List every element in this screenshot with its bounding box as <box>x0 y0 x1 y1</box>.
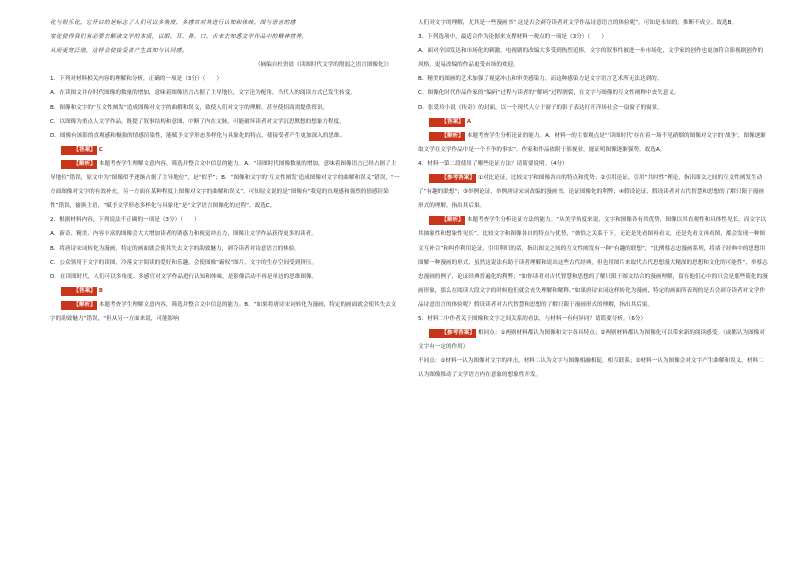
question-line: B．图像和文字的“互文性阐发”造成图像对文字的曲解和误义，致使人们对文字的理解，甚至使招商需提供资讯。 <box>50 104 329 111</box>
answer-block <box>418 326 768 354</box>
analysis-tag: 【解析】 <box>61 301 97 310</box>
question-line: B．将唐诗宋词转化为漫画，特定的画面就会使其失去文字的韵致魅力，剥夺读者对诗意语言的体验。 <box>50 245 300 252</box>
question-line: 1．下列对材料相关内容的理解和分析，正确的一项是（3分）（ ） <box>50 76 223 83</box>
analysis-text: 本题考查学生理解文意内容，筛选并整合文中信息的能力。B．“如果将唐诗宋词转化为漫画，特定的画面就会使其失去文字的韵致魅力”错误，“但从另一方面来说，可能影响 <box>50 301 397 322</box>
question-line: 不同点：①材料一认为图像对文字的冲击，材料二认为文字与图像相融相促，相互联系；②材料一认为图像会对文字产生曲解和误义，材料二认为图像推动了文学语言内在意象的想象性开发。 <box>418 358 764 379</box>
analysis-block <box>50 157 400 213</box>
question-line: A．在读图文并存时代图像的数量的增加，意味着图像语言占据了主导地位，文字沦为配角，当代人的阅读方式已发生转变。 <box>50 90 356 97</box>
question-line: C．公众领用于文字的读图，冷落文字阅读的爱好和乐趣，会使图像“霸权”图片，文字的生存空间受到挤压。 <box>50 259 318 266</box>
answer-tag: 【答案】 <box>61 146 97 155</box>
answer-block <box>418 115 768 129</box>
answer-tag: 【参考答案】 <box>429 329 476 338</box>
analysis-block <box>418 213 768 312</box>
question-line: C．图像化时代作品作家的“编码”过程与读者的“解码”过程割裂，在文字与图像的互文性阐释中丧失意义。 <box>418 90 680 97</box>
question-line: B．精美的图画的艺术加强了视觉冲击和审美感染力，而这种感染力是文字语言艺术所无法达到的。 <box>418 76 663 83</box>
question-line: A．新奇、精美、内容丰富的图像会大大增加读者的诱惑力和视觉冲击力，图像让文学作品获得更多的读者。 <box>50 231 317 238</box>
answer-tag: 【答案】 <box>61 287 97 296</box>
source-citation: （摘编自杜贵晨《读图时代文学的削弱之语言图像化》） <box>254 62 392 69</box>
analysis-text: 本题考查学生分析论证的能力。A．材料一的主要观点是“‘读图时代’存在着一场不见硝烟的图像对文字的‘战争’，图像逐渐取文学在文学作品中是一个不争的事实”。作家和作品依附于影视业，能证明图像逐渐强势。故选A。 <box>418 132 766 153</box>
left-column <box>50 16 400 326</box>
analysis-text: 本题考查学生理解文意内容，筛选并整合文中信息的能力。A．“读图时代图像数量的增加，意味着图像语言已经占据了主导地位”错误，原文中为“图像似乎逐渐占据了主导地位”，是“似乎”；B．“图像和文字的‘互文性阐发’造成图像对文字的曲解和误义”错误，“一方面图像对文字的有效补充，另一方面在某种程度上图像对文字的曲解和误义”，可知原文说的是“图像有”我觉的直观感和强烈的情感渲染性”错误，偷换主语，“赋予文学形态多样化与具象化”是“文学语言图像化的过程”，故选C。 <box>50 160 400 210</box>
analysis-text: 本题考查学生分析论证方法的能力。“从美学角度来说，文字和图像各有其优势，图像以其直观性和具体性见长，而文字以其抽象性和想象性见长”，比较文字和图像各自的特点与优势，“彼恰之关系于下，无论是先看图再看文，还是先看文再看图，都会发现一种图文互补合”和叫作利用论证，引用利归的话，指出图文之间的互文性阐发有一种“有趣的联想”，“比例蔡志忠漫画系列，将诸子经典中的思想用图解一种漫画的形式，虽然这说法有助于读者理解和说出这些古代经典，但也用图片来取代古代思想漫大精深的思想和文化的可能性”，举蔡志忠漫画的例子，论证经典普遍化的利弊；“如你读者对古代智慧和思想的了解只限于图文结合的漫画理解，留在他们心中的只会是那些简化的漫画形象，那么在阅读大段文字的时候他们就会丧失理解和解释。”如果唐诗宋词这样转化为漫画，特定的画面所表现的是否会剥夺读者对文学作品诗意语言的体验呢？假设读者对古代智慧和思想的了解只限于漫画形式的理解，指出其后果。 <box>418 217 768 308</box>
right-column <box>418 16 768 382</box>
answer-text: 相同点：①两则材料都认为图像和文字各具特点；②两则材料都认为图像化可以带来新的阅读感受。（或都认为图像对文字有一定的作用） <box>418 330 765 351</box>
answer-block <box>50 284 400 298</box>
answer-tag: 【参考答案】 <box>429 174 476 183</box>
question-line: 4．材料一第二段使用了哪些论证方法？请简要说明。（4分） <box>418 160 568 167</box>
answer-text: ①对比论证，比较文字和图像各自的特点和优势；②引用论证，引用“共时性”理论，指出图文之间的互文性阐发生动了“有趣的联想”；③举例论证，举例唐诗宋词改编的漫画书，论证图像化的利弊；④假设论证，假设读者对古代智慧和思想的了解只限于漫画形式的理解，指出其后果。 <box>418 175 764 210</box>
question-line: D．张爱玲小说《传奇》的封面，以一个现代人立于窗子的影子表达打开洋场社会一扇窗子的窗景。 <box>418 104 663 111</box>
question-line: C．以图像为重点人文学作品，既提了叙事结构和意图，中断了内在文脉，可能破坏读者对文学沉思默想的想象力程度。 <box>50 118 345 125</box>
analysis-block <box>418 129 768 157</box>
analysis-tag: 【解析】 <box>61 160 97 169</box>
question-line: A．面对全国发达和市场化的刺激，电视剧的改编大多受到热烈追捧，文字的叙事性被进一步市场化，文学家的创作也更加符合影视剧创作的风格，更易改编的作品更受市场的欢迎。 <box>418 48 764 69</box>
analysis-block <box>50 298 400 326</box>
handwritten-line: 化与娱乐化。它开启的是标志了人们可以多角度、多感官对其进行认知和体味。图与语言的感 <box>50 20 296 26</box>
answer-block <box>50 143 400 157</box>
handwritten-line: 家化使得我们有必要去解读文学的本质，以眼、耳、鼻、口、舌来去知悉文学作品中的精神营养， <box>50 34 308 41</box>
question-line: D．在读图时代，人们可以多角度、多感官对文学作品进行认知和体味，是影像活动不再是单边的思维图像。 <box>50 273 318 280</box>
analysis-tag: 【解析】 <box>429 132 465 141</box>
answer-text: B <box>98 287 104 294</box>
answer-tag: 【答案】 <box>429 118 465 127</box>
question-line: 2．根据材料内容，下列说法不正确的一项是（3分）（ ） <box>50 217 200 224</box>
question-line: 5．材料二中作者关于图像和文字之间关系的看法，与材料一有何异同？请简要分析。（6分） <box>418 315 647 322</box>
question-line: 3．下列选项中，最适合作为论据来支撑材料一观点的一项是（3分）（ ） <box>418 34 607 41</box>
question-line: D．图像有该影的直观感和极强的情感渲染性，能赋予文学形态多样化与具象化的特点，使接受者产生更加深入的思维。 <box>50 132 346 139</box>
answer-block <box>418 171 768 213</box>
answer-text: C <box>98 146 103 153</box>
handwritten-line: 从而更宽泛地，这样会使接受者产生真知与认同感。 <box>50 48 188 55</box>
answer-text: A <box>466 118 472 125</box>
analysis-tag: 【解析】 <box>429 216 465 225</box>
question-line: 人们对文字的理解，尤其是一些漫画书” 这是否会剥夺读者对文学作品诗意语言的体验呢”，可知是未知的，推断不成立。故选B。 <box>418 20 738 26</box>
